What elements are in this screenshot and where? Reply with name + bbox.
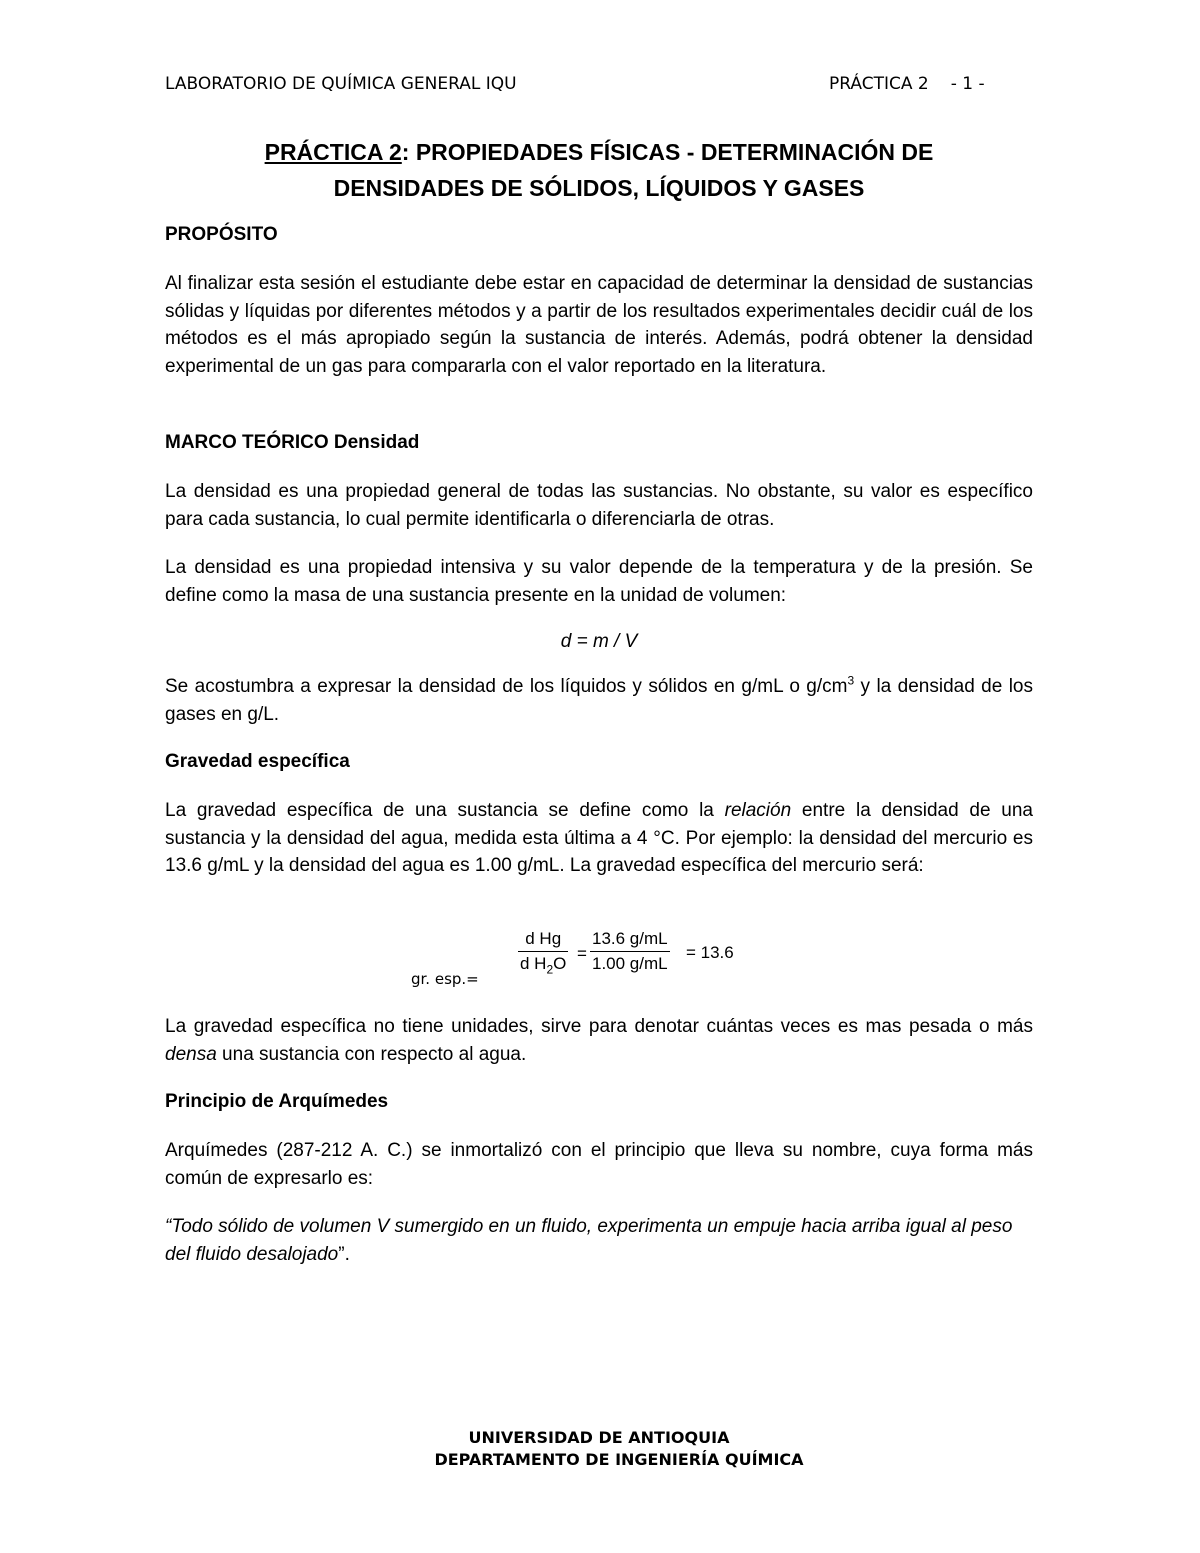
units-superscript: 3 <box>847 673 855 688</box>
title-line1: : PROPIEDADES FÍSICAS - DETERMINACIÓN DE <box>401 139 934 165</box>
gravedad-text-start: La gravedad específica de una sustancia se define como la <box>165 800 725 821</box>
footer-department: DEPARTAMENTO DE INGENIERÍA QUÍMICA <box>434 1450 804 1469</box>
running-header-practice <box>829 74 985 94</box>
paragraph-arquimedes: Arquímedes (287-212 A. C.) se inmortalizó con el principio que lleva su nombre, cuya forma más común de expresarlo es: <box>165 1140 1033 1189</box>
header-practice-label: PRÁCTICA 2 <box>829 74 929 94</box>
heading-marco-teorico: MARCO TEÓRICO Densidad <box>165 432 420 453</box>
gravedad-emphasis: relación <box>724 800 792 821</box>
units-text-start: Se acostumbra a expresar la densidad de los líquidos y sólidos en g/mL o g/cm <box>165 676 848 697</box>
gravedad-text-end: entre la densidad de una sustancia y la densidad del agua, medida esta última a 4 °C. Por ejemplo: la densidad del mercurio es 13.6 g/mL y la densidad del agua es 1.00 g/mL. La gravedad específica del mercurio será: <box>165 800 1033 876</box>
page-footer <box>165 1427 1033 1471</box>
document-title <box>165 134 1033 206</box>
paragraph-densidad-2: La densidad es una propiedad intensiva y su valor depende de la temperatura y de la presión. Se define como la masa de una sustancia presente en la unidad de volumen: <box>165 557 1033 606</box>
paragraph-densidad-units <box>165 673 1033 728</box>
title-practice-label: PRÁCTICA 2 <box>264 139 402 165</box>
formula-equals-1: = <box>577 944 587 963</box>
fraction-numerator-hg: d Hg <box>518 929 568 952</box>
fraction-numerator-value: 13.6 g/mL <box>590 929 670 952</box>
gravedad2-text-end: una sustancia con respecto al agua. <box>216 1043 527 1065</box>
formula-result: = 13.6 <box>686 943 734 962</box>
title-line2: DENSIDADES DE SÓLIDOS, LÍQUIDOS Y GASES <box>333 175 865 201</box>
units-text-end: y la densidad de los gases en g/L. <box>165 676 1033 725</box>
fraction-denominator-value: 1.00 g/mL <box>592 954 668 973</box>
gravedad2-text-start: La gravedad específica no tiene unidades, sirve para denotar cuántas veces es mas pesada o más <box>165 1016 1033 1037</box>
fraction-density-ratio <box>518 929 568 976</box>
gravedad2-emphasis: densa <box>165 1043 217 1065</box>
quote-end: ”. <box>338 1243 350 1265</box>
quote-arquimedes <box>165 1213 1033 1268</box>
paragraph-densidad-1: La densidad es una propiedad general de todas las sustancias. No obstante, su valor es específico para cada sustancia, lo cual permite identificarla o diferenciarla de otras. <box>165 481 1033 530</box>
heading-gravedad-especifica: Gravedad específica <box>165 751 350 772</box>
heading-arquimedes: Principio de Arquímedes <box>165 1091 389 1112</box>
running-header-course: LABORATORIO DE QUÍMICA GENERAL IQU <box>165 74 517 94</box>
page-number: - 1 - <box>950 74 985 94</box>
den-o: O <box>553 954 567 973</box>
den-subscript: 2 <box>546 962 554 977</box>
formula-label: gr. esp.= <box>411 970 479 988</box>
fraction-value-ratio <box>590 929 670 974</box>
paragraph-proposito: Al finalizar esta sesión el estudiante debe estar en capacidad de determinar la densidad de sustancias sólidas y líquidas por diferentes métodos y a partir de los resultados experimentales decidir cuál de los métodos es el más apropiado según la sustancia de interés. Además, podrá obtener la densidad experimental de un gas para compararla con el valor reportado en la literatura. <box>165 273 1033 377</box>
fraction-denominator-water <box>518 952 568 976</box>
paragraph-gravedad-2 <box>165 1013 1033 1068</box>
quote-text: “Todo sólido de volumen V sumergido en un fluido, experimenta un empuje hacia arriba igual al peso del fluido desalojado <box>165 1216 1013 1265</box>
paragraph-gravedad-1 <box>165 797 1033 880</box>
heading-proposito: PROPÓSITO <box>165 224 278 245</box>
footer-university: UNIVERSIDAD DE ANTIOQUIA <box>468 1428 730 1447</box>
den-d-h: d H <box>520 954 547 973</box>
equation-density: d = m / V <box>560 631 638 652</box>
